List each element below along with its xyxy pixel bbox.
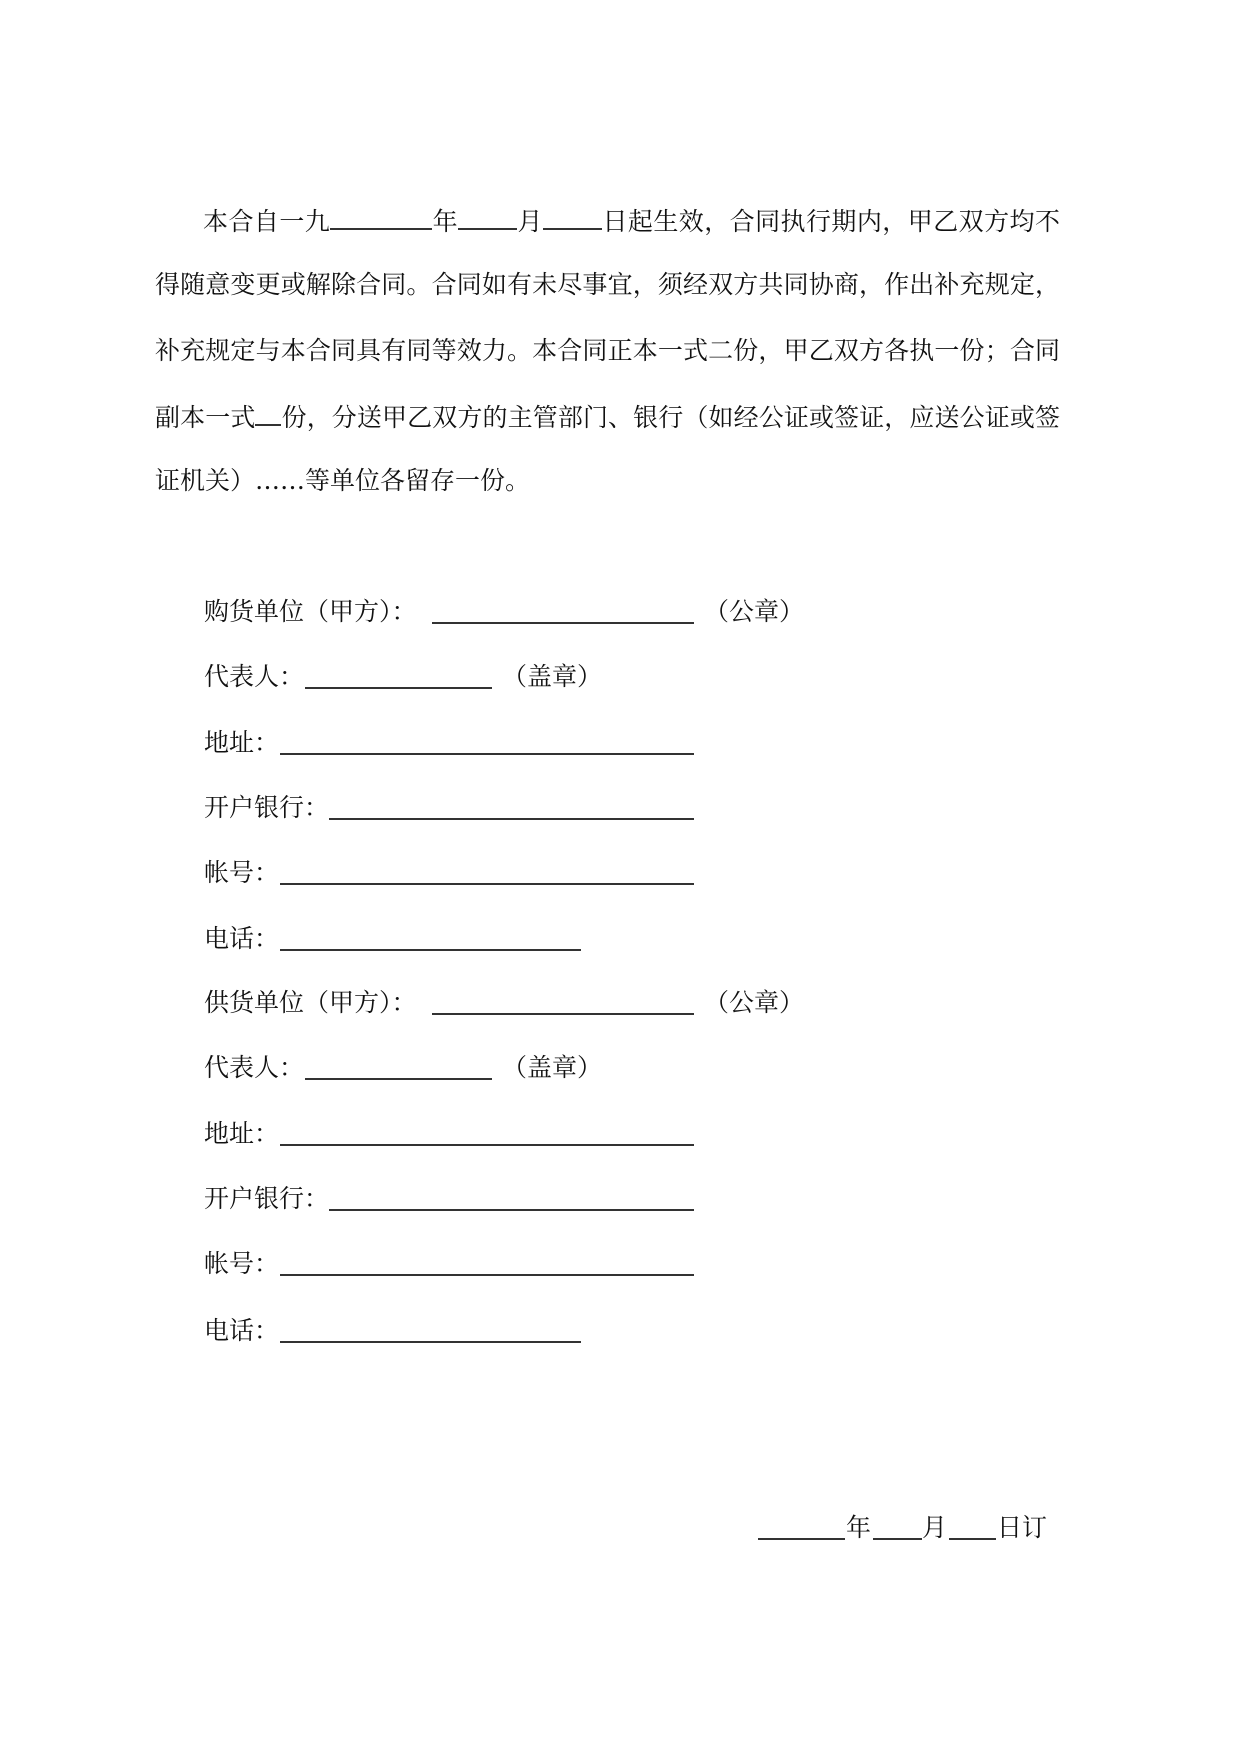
clause-text: 份，分送甲乙双方的主管部门、银行（如经公证或签证，应送公证或签 <box>281 403 1060 432</box>
clause-text: 副本一式 <box>155 403 256 432</box>
sign-year-field[interactable] <box>758 1538 845 1540</box>
year-blank <box>330 204 432 230</box>
clause-text: 本合自一九 <box>203 207 331 236</box>
supplier-rep-field[interactable] <box>305 1078 492 1080</box>
clause-line: 证机关）……等单位各留存一份。 <box>155 466 531 495</box>
sign-month-field[interactable] <box>873 1538 922 1540</box>
clause-line: 补充规定与本合同具有同等效力。本合同正本一式二份，甲乙双方各执一份；合同 <box>155 336 1060 365</box>
buyer-unit-field[interactable] <box>432 622 694 624</box>
sign-year-label: 年 <box>846 1513 872 1542</box>
buyer-phone-label: 电话： <box>204 924 280 953</box>
buyer-rep-field[interactable] <box>305 687 492 689</box>
buyer-account-field[interactable] <box>280 883 694 885</box>
buyer-address-field[interactable] <box>280 753 694 755</box>
supplier-phone-label: 电话： <box>204 1316 280 1345</box>
clause-line <box>203 204 1060 236</box>
supplier-unit-field[interactable] <box>432 1013 694 1015</box>
day-blank <box>543 204 602 230</box>
month-blank <box>458 204 517 230</box>
clause-text: 年 <box>432 207 459 236</box>
sign-month-label: 月 <box>922 1513 948 1542</box>
clause-line: 得随意变更或解除合同。合同如有未尽事宜，须经双方共同协商，作出补充规定， <box>155 270 1060 299</box>
supplier-unit-label: 供货单位（甲方）： <box>204 988 417 1017</box>
supplier-rep-label: 代表人： <box>204 1053 305 1082</box>
supplier-bank-field[interactable] <box>329 1209 694 1211</box>
supplier-stamp-note: （盖章） <box>502 1053 603 1082</box>
buyer-address-label: 地址： <box>204 728 280 757</box>
sign-day-label: 日订 <box>997 1513 1048 1542</box>
supplier-account-field[interactable] <box>280 1274 694 1276</box>
supplier-bank-label: 开户银行： <box>204 1184 330 1213</box>
sign-day-field[interactable] <box>949 1538 996 1540</box>
buyer-account-label: 帐号： <box>204 858 280 887</box>
supplier-phone-field[interactable] <box>280 1341 581 1343</box>
supplier-address-label: 地址： <box>204 1119 280 1148</box>
buyer-rep-label: 代表人： <box>204 662 305 691</box>
copies-blank <box>255 400 281 426</box>
supplier-account-label: 帐号： <box>204 1249 280 1278</box>
clause-text: 月 <box>517 207 543 236</box>
clause-text: 日起生效，合同执行期内，甲乙双方均不 <box>602 207 1060 236</box>
supplier-seal-note: （公章） <box>704 988 805 1017</box>
buyer-seal-note: （公章） <box>704 597 805 626</box>
buyer-unit-label: 购货单位（甲方）： <box>204 597 417 626</box>
buyer-bank-label: 开户银行： <box>204 793 330 822</box>
clause-line <box>155 400 1060 432</box>
buyer-phone-field[interactable] <box>280 949 581 951</box>
buyer-bank-field[interactable] <box>329 818 694 820</box>
supplier-address-field[interactable] <box>280 1144 694 1146</box>
buyer-stamp-note: （盖章） <box>502 662 603 691</box>
